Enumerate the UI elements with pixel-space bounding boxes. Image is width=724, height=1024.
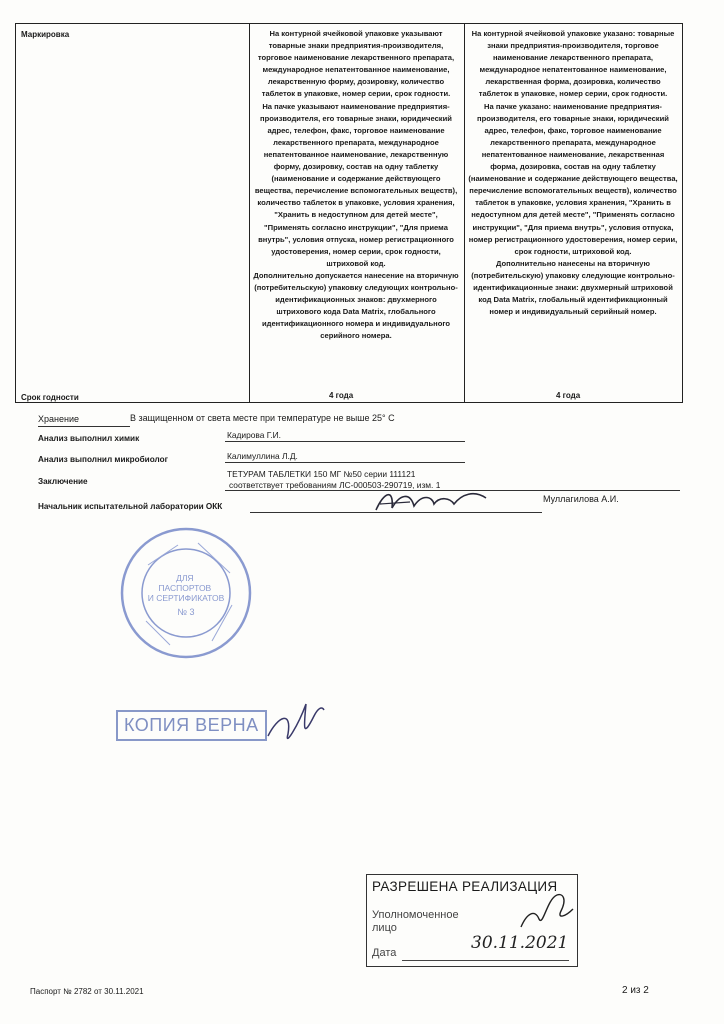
release-person-label: Уполномоченное [372,909,459,921]
stamp-text-line: И СЕРТИФИКАТОВ [147,593,225,603]
copy-signature [262,696,332,752]
result-shelf-life: 4 года [556,391,581,400]
release-date-value: 30.11.2021 [471,933,569,953]
result-paragraph: Дополнительно нанесены на вторичную (потребительскую) упаковку следующие контрольно-идентификационные знаки: двухмерный штриховой код Data Matrix, глобальный идентификационный номер и индивидуальный серийный номер. [471,258,675,317]
conclusion-line1: ТЕТУРАМ ТАБЛЕТКИ 150 МГ №50 серии 111121 [227,469,416,479]
storage-label: Хранение [38,414,79,424]
passport-footer: Паспорт № 2782 от 30.11.2021 [30,987,144,996]
chemist-label: Анализ выполнил химик [38,434,140,443]
table-divider [249,24,250,402]
row-label-marking: Маркировка [21,30,70,39]
result-marking-text [468,28,678,318]
spec-paragraph: На пачке указывают наименование предприятия-производителя, его товарные знаки, юридический адрес, телефон, факс, торговое наименование лекарственного препарата, международное непатентованное наименование, лекарственную форму, дозировку, состав на одну таблетку (наименование и содержание действующего вещества, перечисление вспомогательных веществ), количество таблеток в упаковке, условия хранения, "Хранить в недоступном для детей месте", "Применять согласно инструкции", "Для приема внутрь", условия отпуска, номер регистрационного удостоверения, номер серии, срок годности, штриховой код. [254,101,458,268]
table-divider [464,24,465,402]
microbiologist-name: Калимуллина Л.Д. [227,451,298,461]
spec-shelf-life: 4 года [329,391,354,400]
stamp-text-line: ПАСПОРТОВ [158,583,212,593]
marking-table [15,23,683,403]
release-date-line [402,960,569,961]
page-number: 2 из 2 [622,985,649,996]
spec-paragraph: На контурной ячейковой упаковке указывают товарные знаки предприятия-производителя, торговое наименование лекарственного препарата, международное непатентованное наименование, лекарственную форму, дозировку, количество таблеток в упаковке, номер серии, срок годности. [257,29,455,99]
round-stamp [118,525,254,661]
stamp-text-line: ДЛЯ [176,573,194,583]
spec-marking-text [252,28,460,342]
conclusion-label: Заключение [38,477,88,486]
release-person-label-2: лицо [372,922,397,934]
release-signature [517,889,577,933]
microbiologist-line [225,462,465,463]
stamp-number: № 3 [177,607,195,617]
row-label-shelf-life: Срок годности [21,393,79,402]
head-name: Муллагилова А.И. [543,494,619,504]
spec-paragraph: Дополнительно допускается нанесение на вторичную (потребительскую) упаковку следующих контрольно-идентификационных знаков: двухмерного штрихового кода Data Matrix, глобального идентификационного номера и индивидуального серийного номера. [253,270,459,341]
chemist-line [225,441,465,442]
release-title: РАЗРЕШЕНА РЕАЛИЗАЦИЯ [372,879,558,894]
head-signature [370,484,500,518]
head-label: Начальник испытательной лаборатории ОКК [38,502,223,511]
microbiologist-label: Анализ выполнил микробиолог [38,455,168,464]
result-paragraph: На пачке указано: наименование предприятия-производителя, его товарные знаки, юридический адрес, телефон, факс, торговое наименование лекарственного препарата, международное непатентованное наименование, лекарственная форма, дозировка, состав на одну таблетку (наименование и содержание действующего вещества, перечисление вспомогательных веществ), количество таблеток в упаковке, условия хранения, "Хранить в недоступном для детей месте", "Применять согласно инструкции", "Для приема внутрь", условия отпуска, номер регистрационного удостоверения, номер серии, срок годности, штриховой код. [468,101,678,256]
release-stamp [366,874,578,967]
conclusion-line2: соответствует требованиям ЛС-000503-290719, изм. 1 [229,480,441,490]
copy-true-stamp: КОПИЯ ВЕРНА [116,710,267,741]
chemist-name: Кадирова Г.И. [227,430,281,440]
storage-value: В защищенном от света месте при температуре не выше 25° С [130,413,395,423]
result-paragraph: На контурной ячейковой упаковке указано: товарные знаки предприятия-производителя, торговое наименование лекарственного препарата, международное непатентованное наименование, лекарственная форма, дозировка, количество таблеток в упаковке, номер серии, срок годности. [471,29,675,99]
storage-underline [38,426,130,427]
svg-text:ДЛЯ ПАСПОРТОВ И СЕРТИФ [148,573,225,603]
release-date-label: Дата [372,947,397,959]
